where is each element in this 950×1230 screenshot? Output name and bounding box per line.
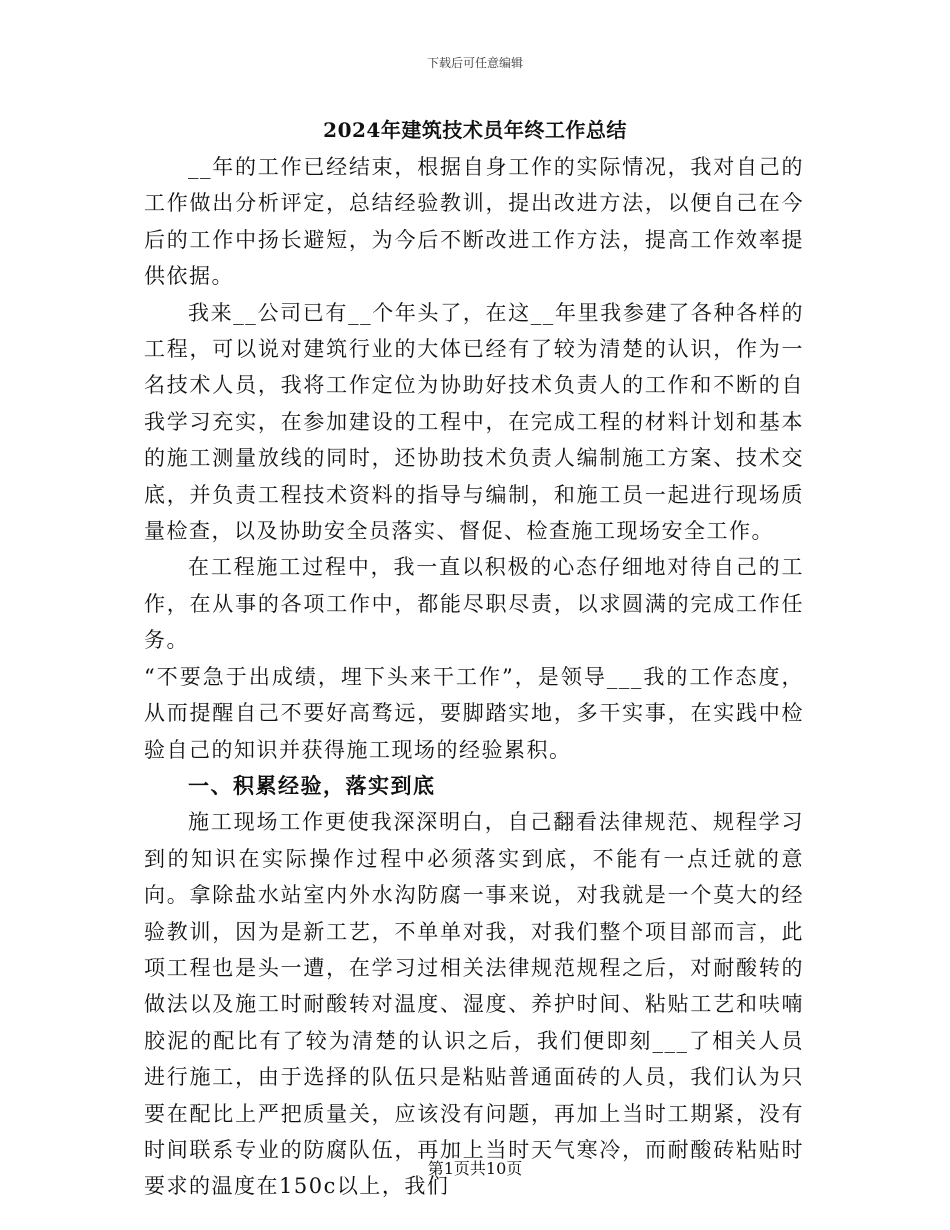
section-heading: 一、积累经验，落实到底 [188,772,436,798]
paragraph-intro: __年的工作已经结束，根据自身工作的实际情况，我对自己的工作做出分析评定，总结经验教训，提出改进方法，以便自己在今后的工作中扬长避短，为今后不断改进工作方法，提高工作效率提供依据。 [144,155,804,289]
paragraph-quote: “不要急于出成绩，埋下头来干工作”，是领导___我的工作态度，从而提醒自己不要好高骛远，要脚踏实地，多干实事，在实践中检验自己的知识并获得施工现场的经验累积。 [144,664,804,762]
document-body [144,149,804,1205]
paragraph-section-1: 施工现场工作更使我深深明白，自己翻看法律规范、规程学习到的知识在实际操作过程中必须落实到底，不能有一点迁就的意向。拿除盐水站室内外水沟防腐一事来说，对我就是一个莫大的经验教训，因为是新工艺，不单单对我，对我们整个项目部而言，此项工程也是头一遭，在学习过相关法律规范规程之后，对耐酸转的做法以及施工时耐酸转对温度、湿度、养护时间、粘贴工艺和呋喃胶泥的配比有了较为清楚的认识之后，我们便即刻___了相关人员进行施工，由于选择的队伍只是粘贴普通面砖的人员，我们认为只要在配比上严把质量关，应该没有问题，再加上当时工期紧，没有时间联系专业的防腐队伍，再加上当时天气寒冷，而耐酸砖粘贴时要求的温度在150c以上，我们 [144,810,804,1199]
paragraph-experience: 我来__公司已有__个年头了，在这__年里我参建了各种各样的工程，可以说对建筑行业的大体已经有了较为清楚的认识，作为一名技术人员，我将工作定位为协助好技术负责人的工作和不断的自我学习充实，在参加建设的工程中，在完成工程的材料计划和基本的施工测量放线的同时，还协助技术负责人编制施工方案、技术交底，并负责工程技术资料的指导与编制，和施工员一起进行现场质量检查，以及协助安全员落实、督促、检查施工现场安全工作。 [144,300,804,544]
document-title: 2024年建筑技术员年终工作总结 [323,118,627,142]
paragraph-attitude: 在工程施工过程中，我一直以积极的心态仔细地对待自己的工作，在从事的各项工作中，都能尽职尽责，以求圆满的完成工作任务。 [144,555,804,653]
page-number: 第1页共10页 [427,1159,523,1178]
header-note: 下载后可任意编辑 [426,56,523,70]
